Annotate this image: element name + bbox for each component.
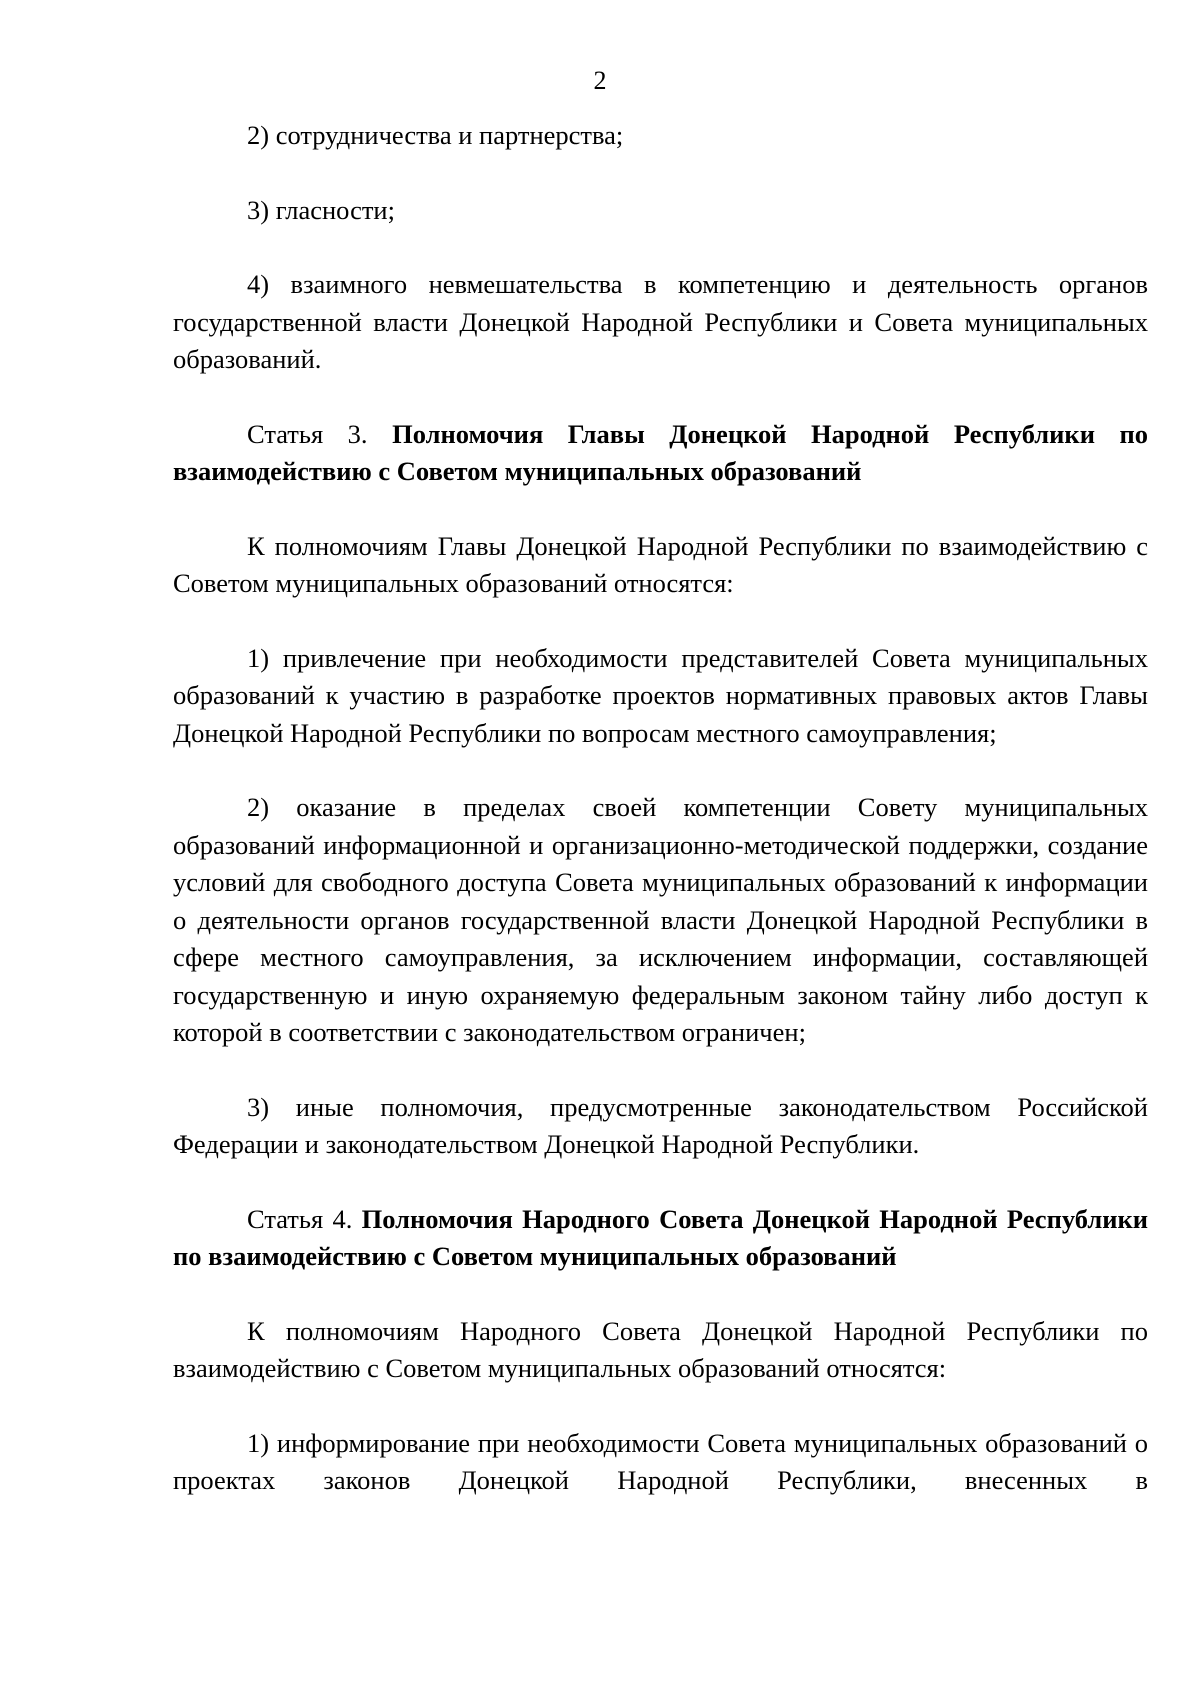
article-3-heading [173, 416, 1148, 491]
list-item-principle-2: 2) сотрудничества и партнерства; [247, 120, 624, 150]
page-number: 2 [593, 66, 607, 95]
list-item-principle-4: 4) взаимного невмешательства в компетенцию и деятельность органов государственной власти Донецкой Народной Республики и Совета муниципальных образований. [173, 269, 1148, 374]
article-3-title: Полномочия Главы Донецкой Народной Республики по взаимодействию с Советом муниципальных образований [173, 418, 1148, 486]
article-4-prefix: Статья 4. [247, 1203, 353, 1234]
document-body [173, 117, 1148, 1500]
list-item-principle-3: 3) гласности; [247, 194, 395, 225]
article-4-intro: К полномочиям Народного Совета Донецкой Народной Республики по взаимодействию с Советом муниципальных образований относятся: [173, 1315, 1148, 1383]
article-3-intro: К полномочиям Главы Донецкой Народной Республики по взаимодействию с Советом муниципальных образований относятся: [173, 530, 1148, 598]
article-3-item-3: 3) иные полномочия, предусмотренные законодательством Российской Федерации и законодательством Донецкой Народной Республики. [173, 1091, 1148, 1159]
article-3-item-1: 1) привлечение при необходимости представителей Совета муниципальных образований к участию в разработке проектов нормативных правовых актов Главы Донецкой Народной Республики по вопросам местного самоуправления; [173, 642, 1148, 748]
article-4-item-1: 1) информирование при необходимости Совета муниципальных образований о проектах законов Донецкой Народной Республики, внесенных в [173, 1427, 1148, 1495]
article-4-title: Полномочия Народного Совета Донецкой Народной Республики по взаимодействию с Советом муниципальных образований [173, 1203, 1149, 1271]
article-4-heading [173, 1201, 1148, 1276]
article-3-prefix: Статья 3. [247, 418, 368, 449]
article-3-item-2: 2) оказание в пределах своей компетенции Совету муниципальных образований информационной и организационно-методической поддержки, создание условий для свободного доступа Совета муниципальных образований к информации о деятельности органов государственной власти Донецкой Народной Республики в сфере местного самоуправления, за исключением информации, составляющей государственную и иную охраняемую федеральным законом тайну либо доступ к которой в соответствии с законодательством ограничен; [173, 792, 1148, 1047]
